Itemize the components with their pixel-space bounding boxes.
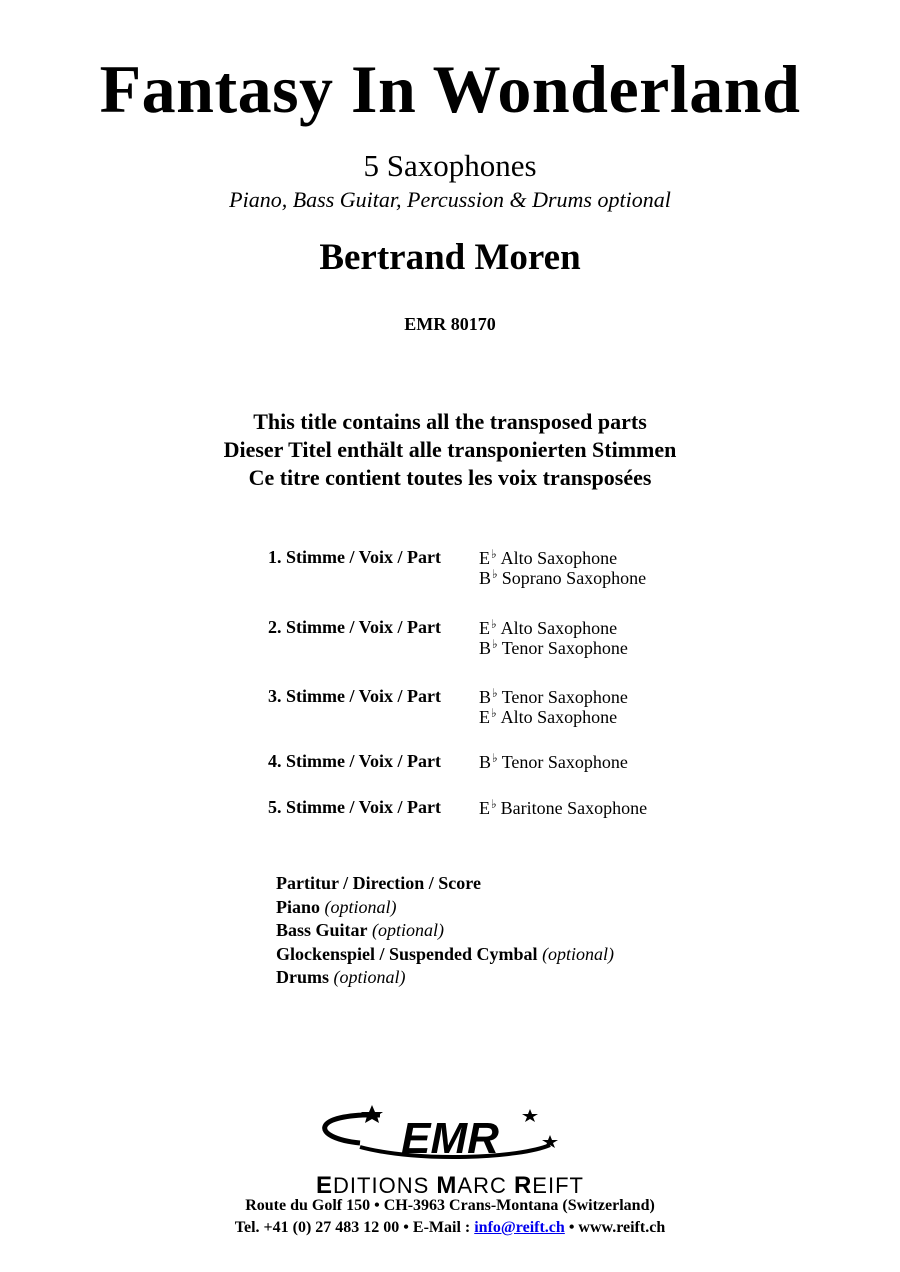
extra-glockenspiel: Glockenspiel / Suspended Cymbal (optional) xyxy=(276,944,615,964)
notice-german: Dieser Titel enthält alle transponierten Stimmen xyxy=(223,437,677,462)
part-label: 3. Stimme / Voix / Part xyxy=(268,686,441,706)
part-label: 1. Stimme / Voix / Part xyxy=(268,547,441,567)
part-instrument: B♭ Tenor Saxophone xyxy=(479,751,628,772)
emr-logo xyxy=(300,1103,600,1173)
part-label: 2. Stimme / Voix / Part xyxy=(268,617,441,637)
email-link[interactable]: info@reift.ch xyxy=(474,1219,565,1236)
composer: Bertrand Moren xyxy=(319,237,581,278)
part-instrument: E♭ Alto Saxophone B♭ Tenor Saxophone xyxy=(479,617,628,658)
notice-french: Ce titre contient toutes les voix transposées xyxy=(248,465,652,490)
publisher-contact: Tel. +41 (0) 27 483 12 00 • E-Mail : info@reift.ch • www.reift.ch xyxy=(234,1219,666,1236)
part-instrument: E♭ Alto Saxophone B♭ Soprano Saxophone xyxy=(479,547,647,588)
part-instrument: B♭ Tenor Saxophone E♭ Alto Saxophone xyxy=(479,686,628,727)
notice-english: This title contains all the transposed parts xyxy=(253,409,647,434)
subtitle: 5 Saxophones xyxy=(363,148,537,183)
instrumentation: Piano, Bass Guitar, Percussion & Drums optional xyxy=(229,187,671,212)
extra-score: Partitur / Direction / Score xyxy=(276,873,481,893)
publisher-address: Route du Golf 150 • CH-3963 Crans-Montana (Switzerland) xyxy=(245,1197,655,1214)
part-label: 5. Stimme / Voix / Part xyxy=(268,797,441,817)
title: Fantasy In Wonderland xyxy=(99,51,801,127)
logo-star-icon xyxy=(361,1105,383,1123)
part-instrument: E♭ Baritone Saxophone xyxy=(479,797,648,818)
logo-star-icon xyxy=(522,1109,538,1122)
logo-text: EMR xyxy=(401,1114,499,1163)
part-label: 4. Stimme / Voix / Part xyxy=(268,751,441,771)
extra-drums: Drums (optional) xyxy=(276,967,406,987)
extra-bass-guitar: Bass Guitar (optional) xyxy=(276,920,445,940)
catalog-number: EMR 80170 xyxy=(404,314,496,334)
publisher-name: EDITIONS MARC REIFT xyxy=(316,1172,584,1199)
extra-piano: Piano (optional) xyxy=(276,897,397,917)
